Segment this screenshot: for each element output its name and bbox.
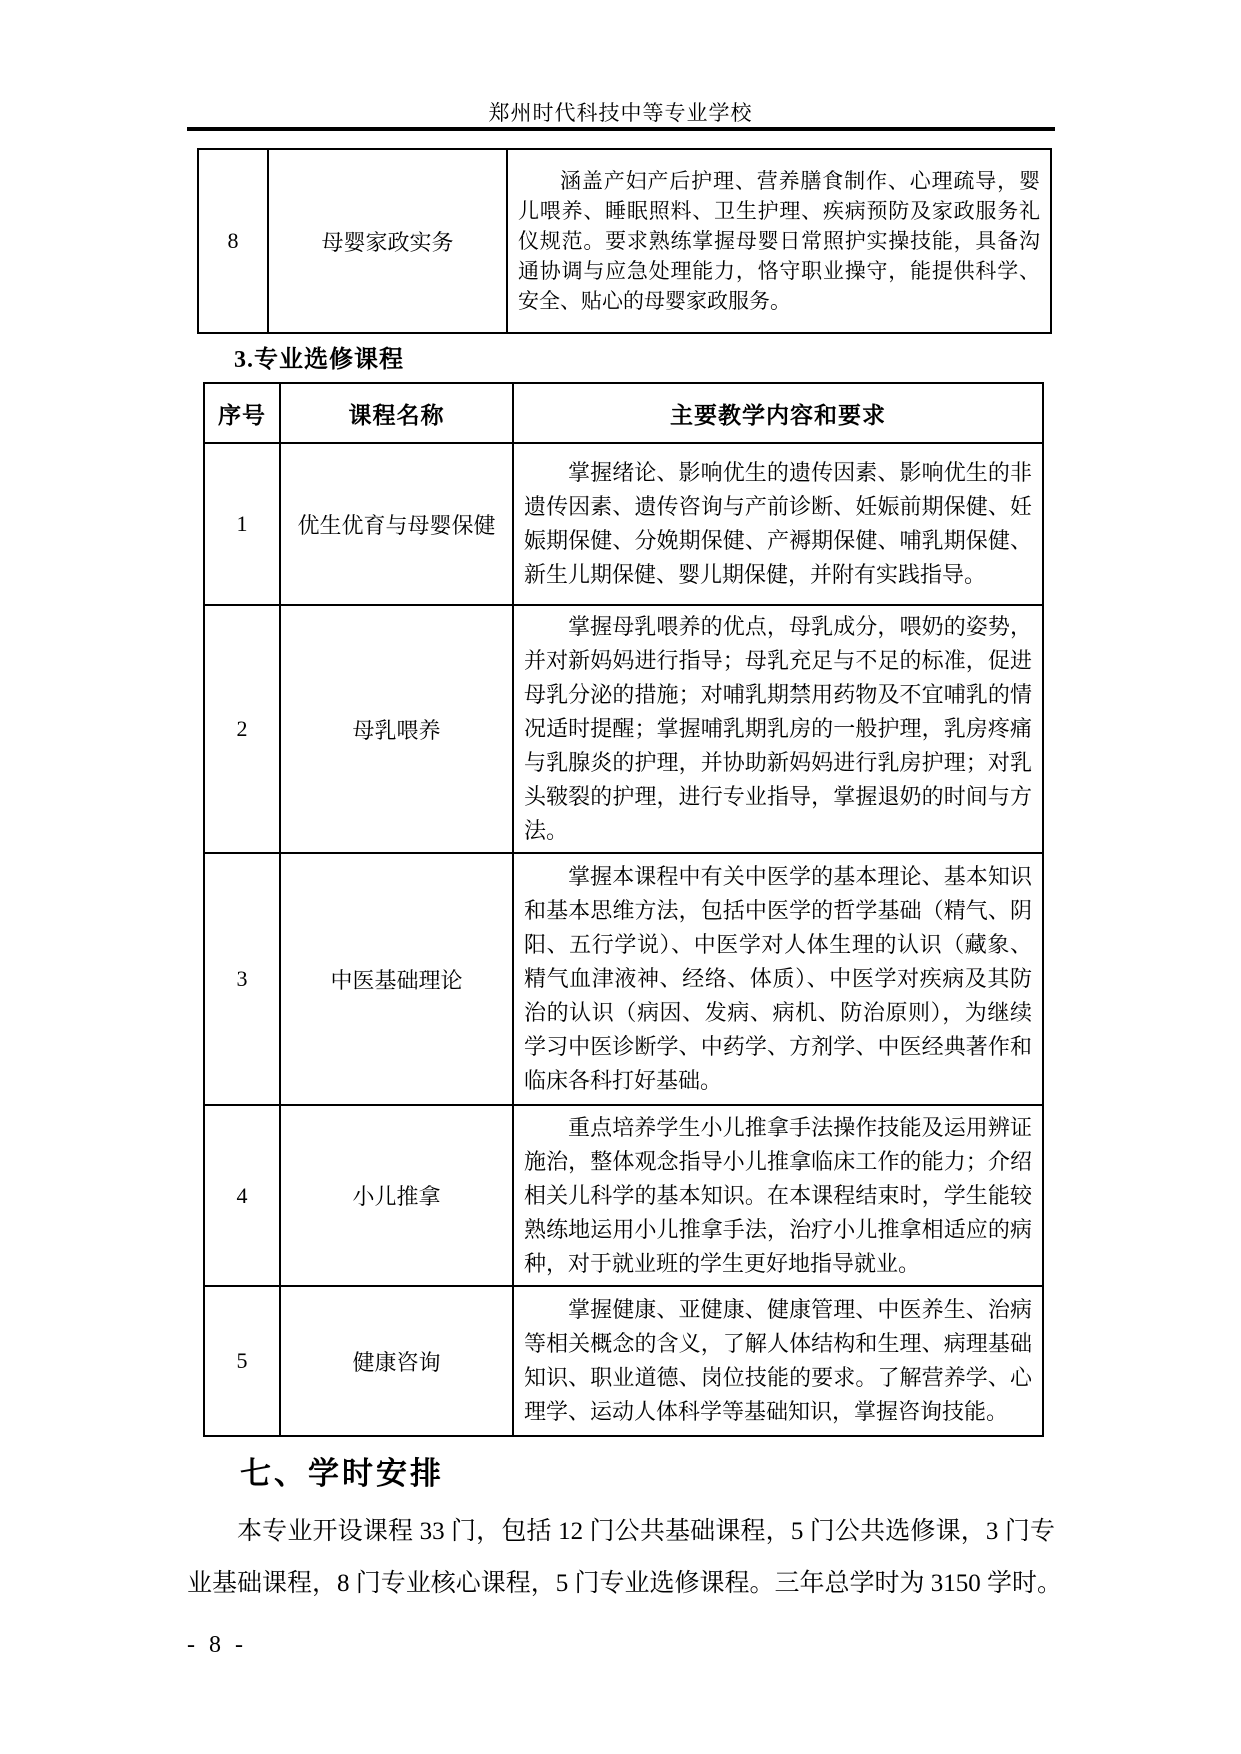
col-header-course-name: 课程名称	[280, 383, 513, 443]
course-content-text: 涵盖产妇产后护理、营养膳食制作、心理疏导，婴儿喂养、睡眠照料、卫生护理、疾病预防及家政服务礼仪规范。要求熟练掌握母婴日常照护实操技能，具备沟通协调与应急处理能力，恪守职业操守，能提供科学、安全、贴心的母婴家政服务。	[518, 169, 1040, 313]
row-number-cell: 1	[204, 443, 280, 605]
col-header-content: 主要教学内容和要求	[513, 383, 1043, 443]
course-content-text: 掌握母乳喂养的优点，母乳成分，喂奶的姿势，并对新妈妈进行指导；母乳充足与不足的标准，促进母乳分泌的措施；对哺乳期禁用药物及不宜哺乳的情况适时提醒；掌握哺乳期乳房的一般护理，乳房疼痛与乳腺炎的护理，并协助新妈妈进行乳房护理；对乳头皲裂的护理，进行专业指导，掌握退奶的时间与方法。	[524, 614, 1032, 843]
course-content-text: 掌握健康、亚健康、健康管理、中医养生、治病等相关概念的含义，了解人体结构和生理、病理基础知识、职业道德、岗位技能的要求。了解营养学、心理学、运动人体科学等基础知识，掌握咨询技能。	[524, 1297, 1032, 1424]
table-row	[204, 853, 1043, 1105]
elective-course-table	[203, 382, 1044, 1437]
course-name-cell: 优生优育与母婴保健	[280, 443, 513, 605]
table-row	[204, 1286, 1043, 1436]
row-number-cell: 5	[204, 1286, 280, 1436]
course-content-cell	[513, 853, 1043, 1105]
course-content-cell	[513, 443, 1043, 605]
table-row	[204, 443, 1043, 605]
course-content-text: 掌握本课程中有关中医学的基本理论、基本知识和基本思维方法，包括中医学的哲学基础（精气、阴阳、五行学说）、中医学对人体生理的认识（藏象、精气血津液神、经络、体质）、中医学对疾病及其防治的认识（病因、发病、病机、防治原则），为继续学习中医诊断学、中药学、方剂学、中医经典著作和临床各科打好基础。	[524, 864, 1032, 1093]
course-content-cell	[513, 1286, 1043, 1436]
course-name-cell: 中医基础理论	[280, 853, 513, 1105]
section-3-heading: 3.专业选修课程	[234, 347, 404, 373]
paragraph-line: 本专业开设课程 33 门，包括 12 门公共基础课程，5 门公共选修课，3 门专	[237, 1518, 1055, 1545]
table-row	[204, 605, 1043, 853]
course-name-cell: 母婴家政实务	[268, 149, 507, 333]
section-7-heading: 七、学时安排	[240, 1456, 444, 1491]
course-name-cell: 健康咨询	[280, 1286, 513, 1436]
table-row	[204, 1105, 1043, 1286]
row-number-cell: 4	[204, 1105, 280, 1286]
course-content-cell	[507, 149, 1051, 333]
school-name-header: 郑州时代科技中等专业学校	[488, 101, 753, 125]
page-number: - 8 -	[187, 1632, 247, 1658]
col-header-no: 序号	[204, 383, 280, 443]
header-rule	[187, 127, 1055, 131]
course-content-cell	[513, 1105, 1043, 1286]
course-name-cell: 小儿推拿	[280, 1105, 513, 1286]
course-content-text: 重点培养学生小儿推拿手法操作技能及运用辨证施治，整体观念指导小儿推拿临床工作的能力；介绍相关儿科学的基本知识。在本课程结束时，学生能较熟练地运用小儿推拿手法，治疗小儿推拿相适应的病种，对于就业班的学生更好地指导就业。	[524, 1114, 1032, 1276]
course-name-cell: 母乳喂养	[280, 605, 513, 853]
paragraph-line: 业基础课程，8 门专业核心课程，5 门专业选修课程。三年总学时为 3150 学时。	[187, 1570, 1063, 1597]
table-header-row	[204, 383, 1043, 443]
hours-paragraph	[187, 1506, 1063, 1610]
course-content-cell	[513, 605, 1043, 853]
row-number-cell: 8	[198, 149, 268, 333]
course-content-text: 掌握绪论、影响优生的遗传因素、影响优生的非遗传因素、遗传咨询与产前诊断、妊娠前期保健、妊娠期保健、分娩期保健、产褥期保健、哺乳期保健、新生儿期保健、婴儿期保健，并附有实践指导。	[524, 460, 1032, 587]
table-row	[198, 149, 1051, 333]
course-table-continuation	[197, 148, 1052, 334]
row-number-cell: 2	[204, 605, 280, 853]
row-number-cell: 3	[204, 853, 280, 1105]
